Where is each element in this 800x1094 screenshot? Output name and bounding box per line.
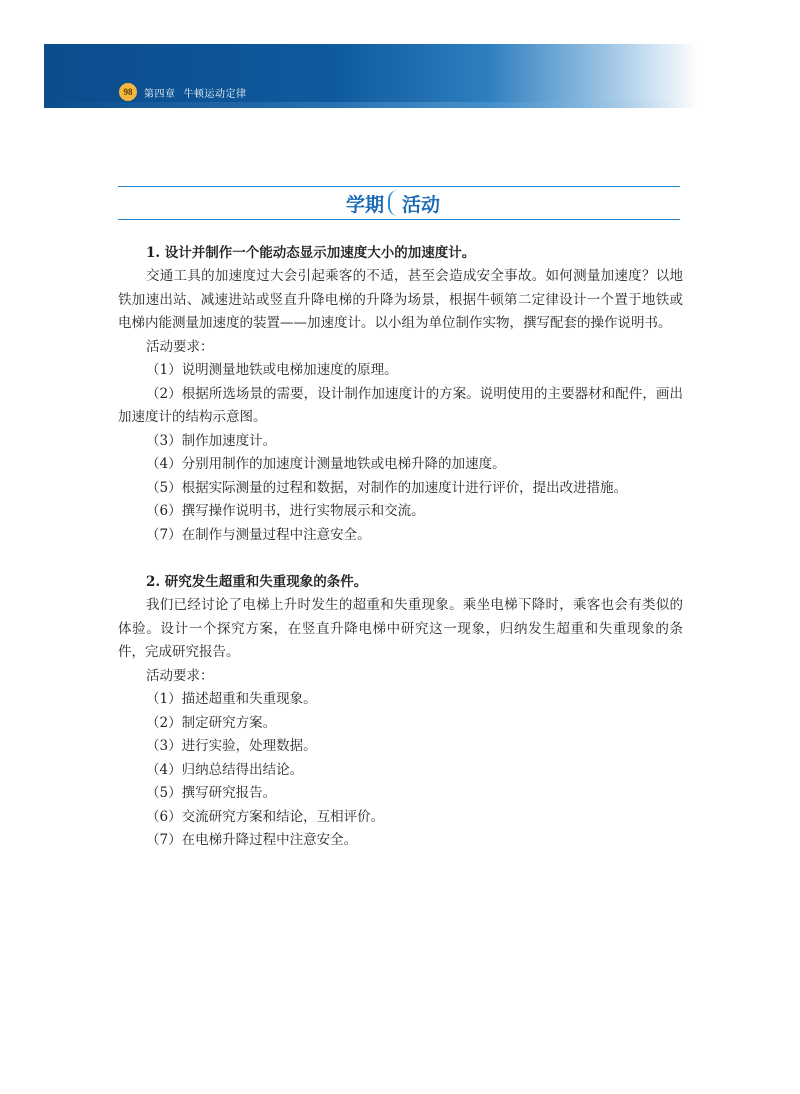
activity-title-left: 学期 bbox=[346, 193, 385, 216]
chapter-number: 第四章 bbox=[144, 89, 176, 100]
list-item: （3）进行实验，处理数据。 bbox=[146, 738, 317, 754]
chapter-header-band bbox=[44, 44, 698, 108]
list-item: （4）分别用制作的加速度计测量地铁或电梯升降的加速度。 bbox=[146, 456, 506, 472]
list-item: （2）根据所选场景的需要，设计制作加速度计的方案。说明使用的主要器材和配件，画出加速度计的结构示意图。 bbox=[118, 385, 683, 425]
section-2-requirements-list bbox=[118, 688, 683, 853]
activity-rule-bottom bbox=[118, 219, 680, 220]
bracket-divider-icon bbox=[388, 190, 398, 216]
page-number-badge: 98 bbox=[119, 83, 137, 101]
list-item: （4）归纳总结得出结论。 bbox=[146, 761, 304, 778]
activity-title bbox=[340, 189, 446, 217]
activity-title-right: 活动 bbox=[402, 193, 441, 216]
list-item: （1）说明测量地铁或电梯加速度的原理。 bbox=[146, 362, 398, 378]
list-item: （5）撰写研究报告。 bbox=[146, 785, 277, 801]
section-2-requirements-label: 活动要求： bbox=[146, 667, 214, 684]
section-1-requirements-label: 活动要求： bbox=[146, 338, 214, 355]
chapter-title: 牛顿运动定律 bbox=[183, 89, 247, 100]
list-item: （1）描述超重和失重现象。 bbox=[146, 691, 317, 707]
list-item: （6）交流研究方案和结论，互相评价。 bbox=[146, 808, 385, 825]
list-item: （2）制定研究方案。 bbox=[146, 714, 277, 731]
activity-content bbox=[118, 242, 683, 853]
chapter-heading bbox=[144, 85, 255, 100]
list-item: （5）根据实际测量的过程和数据，对制作的加速度计进行评价，提出改进措施。 bbox=[146, 479, 628, 496]
list-item: （6）撰写操作说明书，进行实物展示和交流。 bbox=[146, 503, 425, 519]
activity-rule-top bbox=[118, 186, 680, 187]
list-item: （3）制作加速度计。 bbox=[146, 432, 277, 449]
section-1-requirements-list bbox=[118, 359, 683, 547]
section-1-title: 1. 设计并制作一个能动态显示加速度大小的加速度计。 bbox=[146, 245, 476, 261]
section-2-title: 2. 研究发生超重和失重现象的条件。 bbox=[146, 574, 368, 590]
header-stripe bbox=[44, 102, 698, 108]
section-gap bbox=[118, 547, 683, 571]
section-2-intro: 我们已经讨论了电梯上升时发生的超重和失重现象。乘坐电梯下降时，乘客也会有类似的体验。设计一个探究方案，在竖直升降电梯中研究这一现象，归纳发生超重和失重现象的条件，完成研究报告。 bbox=[118, 597, 683, 660]
section-1-intro: 交通工具的加速度过大会引起乘客的不适，甚至会造成安全事故。如何测量加速度？以地铁加速出站、减速进站或竖直升降电梯的升降为场景，根据牛顿第二定律设计一个置于地铁或电梯内能测量加速度的装置——加速度计。以小组为单位制作实物，撰写配套的操作说明书。 bbox=[118, 268, 683, 331]
list-item: （7）在电梯升降过程中注意安全。 bbox=[146, 832, 358, 848]
list-item: （7）在制作与测量过程中注意安全。 bbox=[146, 526, 371, 543]
